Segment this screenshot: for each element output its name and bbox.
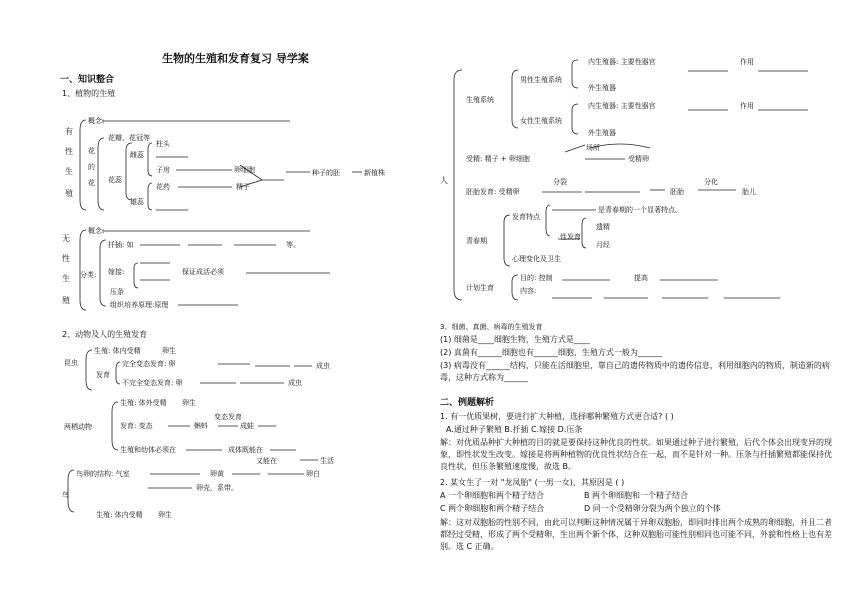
family-content: 内容: <box>520 287 537 295</box>
puberty-note: 是青春期的一个显著特点。 <box>598 206 682 214</box>
family-increase: 提高 <box>634 274 648 282</box>
bird-shell: 卵壳、系带。 <box>196 484 238 492</box>
cutting-etc: 等。 <box>286 241 300 249</box>
sexual-label-4: 殖 <box>65 189 73 198</box>
section1-heading: 一、知识整合 <box>60 75 115 85</box>
amphibian-habitat: 生殖和幼体必须在 <box>120 446 176 454</box>
family-planning: 计划生育 <box>466 284 494 292</box>
insect-oviparous: 卵生 <box>162 347 176 355</box>
menstruation: 月经 <box>596 241 610 249</box>
anther-label: 花药 <box>156 183 170 191</box>
fertilization-label: 受精: 精子 + 卵细胞 <box>466 155 530 163</box>
puberty-label: 青春期 <box>466 237 487 245</box>
asexual-label-3: 生 <box>62 274 70 283</box>
amphibian-label: 两栖动物 <box>64 423 92 431</box>
sperm-label: 精子 <box>236 183 250 191</box>
insect-development: 发育 <box>96 371 110 379</box>
question-2-option-b: B 两个卵细胞和一个精子结合 <box>584 491 689 500</box>
amphibian-oviparous: 卵生 <box>182 399 196 407</box>
sexual-label-3: 生 <box>65 167 73 176</box>
insect-adult: 成虫 <box>316 362 330 370</box>
microbe-line-2: (2) 真菌有______细胞也有______细胞，生殖方式一般为______ <box>440 348 662 357</box>
insect-incomplete: 不完全变态发育: 卵 <box>122 379 183 387</box>
flower-label-2: 的 <box>88 163 95 171</box>
question-2-option-c: C 两个卵细胞和两个精子结合 <box>440 504 545 513</box>
fetus-label: 胎儿 <box>742 188 756 196</box>
amphibian-life: 生活 <box>320 457 334 465</box>
female-system: 女性生殖系统 <box>520 117 562 125</box>
insect-reproduction: 生殖: 体内受精 <box>94 347 141 355</box>
question-1-analysis: 解：对优质品种扩大种植的目的就是要保持这种优良的性状。如果通过种子进行繁殖，后代个体会出现变异的现象，即性状发生改变。嫁接是将两种植物的优良性状结合在一起，而不是针对一种。压条与扦插繁殖都能保持优良性状，但压条繁殖速度慢，故选 B。 <box>440 438 832 471</box>
male-function: 作用 <box>740 58 754 66</box>
sexual-concept: 概念: <box>88 117 105 125</box>
tissue-culture-label: 组织培养原理:原理 <box>110 301 169 309</box>
grafting-label: 嫁接: <box>108 268 125 276</box>
reproductive-system: 生殖系统 <box>466 96 494 104</box>
flower-types: 花瓣、花冠等 <box>108 134 150 142</box>
female-external: 外生殖器 <box>588 129 616 137</box>
cutting-label: 扦插: 如 <box>108 241 134 249</box>
layering-label: 压条 <box>110 288 124 296</box>
pistil-label: 雌蕊 <box>130 151 144 159</box>
insect-adult-2: 成虫 <box>288 379 302 387</box>
new-plant-label: 新植株 <box>364 169 385 177</box>
bird-label: 鸟 <box>62 491 69 499</box>
ovule-label: 卵细胞 <box>234 166 255 174</box>
amphibian-reproduction: 生殖: 体外受精 <box>120 399 167 407</box>
sex-development: 性发育 <box>560 233 581 241</box>
question-1: 1. 有一优质果树，要进行扩大种植，选择哪种繁殖方式更合适? ( ) <box>440 412 674 421</box>
question-2-option-a: A 一个卵细胞和两个精子结合 <box>440 491 545 500</box>
bird-structure: 鸟卵的结构: 气室 <box>76 470 130 478</box>
question-2-option-d: D 同一个受精卵分裂为两个独立的个体 <box>584 504 721 513</box>
sexual-label-2: 性 <box>65 147 73 156</box>
asexual-concept: 概念: <box>88 227 105 235</box>
nocturnal-emission: 遗精 <box>596 223 610 231</box>
tadpole-label: 蝌蚪 <box>194 422 208 430</box>
microbe-line-3: (3) 病毒没有______结构，只能在活细胞里，靠自己的遗传物质中的遗传信息，利用细胞内的物质，制造新的病毒，这种方式称为______ <box>440 361 830 382</box>
bird-yolk: 卵黄 <box>210 470 224 478</box>
male-system: 男性生殖系统 <box>520 76 562 84</box>
animal-heading: 2、动物及人的生殖发育 <box>62 330 148 339</box>
bird-reproduction: 生殖: 体内受精 <box>96 511 143 519</box>
amphibian-development: 发育: 变态 <box>120 422 153 430</box>
embryo-dev-label: 胚胎发育: 受精卵 <box>466 188 520 196</box>
differentiation-label: 分化 <box>704 178 718 186</box>
stigma-label: 柱头 <box>156 140 170 148</box>
male-external: 外生殖器 <box>588 84 616 92</box>
frog-label: 成蛙 <box>240 422 254 430</box>
flower-core: 花蕊 <box>108 176 122 184</box>
amphibian-metamorphosis: 变态发育 <box>214 413 242 421</box>
sexual-label-1: 有 <box>65 127 73 136</box>
classification-label: 分类: <box>80 271 97 279</box>
question-1-options: A.通过种子繁殖 B.扦插 C.嫁接 D.压条 <box>446 425 583 434</box>
bird-oviparous: 卵生 <box>158 511 172 519</box>
amphibian-water: 又能在 <box>256 457 277 465</box>
division-label: 分裂 <box>553 178 567 186</box>
embryo-label: 胚胎 <box>670 188 684 196</box>
amphibian-habitat-2: 成体既能在 <box>228 446 263 454</box>
zygote-label: 受精卵 <box>628 155 649 163</box>
examples-heading: 二、例题解析 <box>440 398 495 408</box>
flower-label-3: 花 <box>88 179 95 187</box>
insect-label: 昆虫 <box>64 359 78 367</box>
grafting-survival: 保证成活必须 <box>182 268 224 276</box>
male-internal: 内生殖器: 主要性器官 <box>588 58 656 66</box>
ovary-label: 子房 <box>156 166 170 174</box>
fertilization-place: 场所 <box>586 144 600 152</box>
puberty-features: 发育特点 <box>512 213 540 221</box>
bird-albumen: 卵白 <box>306 470 320 478</box>
mental-changes: 心理变化及卫生 <box>512 255 561 263</box>
microbe-line-1: (1) 细菌是____细胞生物，生殖方式是____ <box>440 335 590 344</box>
plant-reproduction-heading: 1、植物的生殖 <box>62 89 116 98</box>
insect-complete: 完全变态发育: 卵 <box>122 360 176 368</box>
question-2-analysis: 解：这对双胞胎的性别不同，由此可以判断这种情况属于异卵双胞胎，即同时排出两个成熟的卵细胞，并且二者都经过受精，形成了两个受精卵，生出两个新个体，这种双胞胎可能性别相同也可能不同，外貌和性格上也有差别。选 C 正确。 <box>440 518 832 551</box>
family-purpose: 目的: 控制 <box>520 274 553 282</box>
microbe-heading: 3、细菌、真菌、病毒的生殖发育 <box>440 323 543 331</box>
page-title: 生物的生殖和发育复习 导学案 <box>162 52 309 65</box>
flower-label-1: 花 <box>88 147 95 155</box>
asexual-label-4: 殖 <box>62 296 70 305</box>
asexual-label-1: 无 <box>62 234 70 243</box>
asexual-label-2: 性 <box>62 254 70 263</box>
human-label: 人 <box>440 176 448 185</box>
seed-embryo-label: 种子的胚 <box>312 169 340 177</box>
female-function: 作用 <box>740 102 754 110</box>
female-internal: 内生殖器: 主要性器官 <box>588 102 656 110</box>
stamen-label: 雄蕊 <box>130 198 144 206</box>
question-2: 2. 某女生了一对 "龙凤胎" (一男一女)，其原因是 ( ) <box>440 478 625 487</box>
